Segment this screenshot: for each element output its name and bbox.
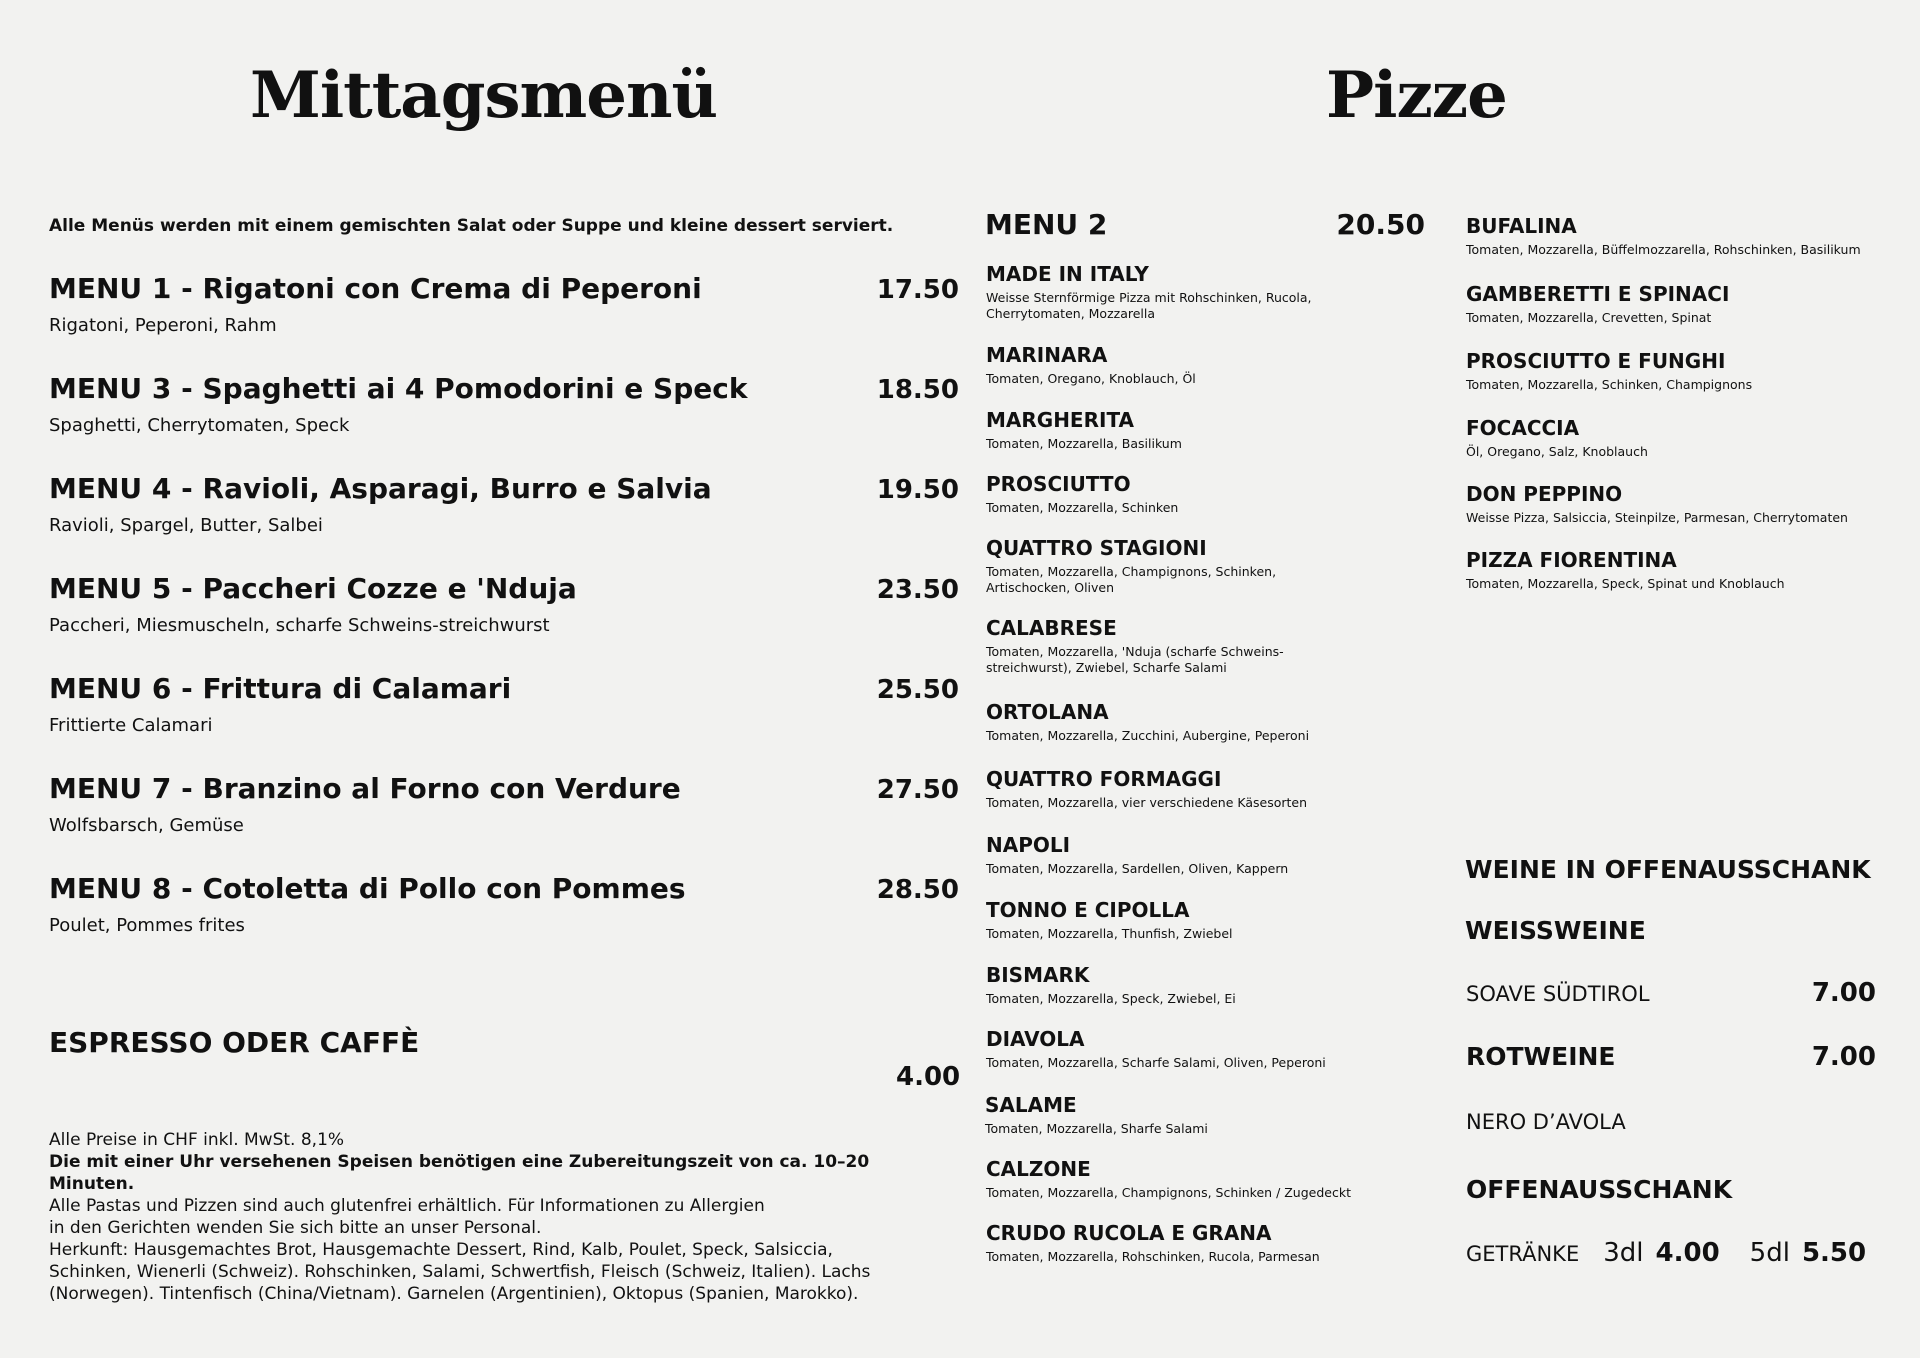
lunch-intro-text: Alle Menüs werden mit einem gemischten Salat oder Suppe und kleine dessert serviert. <box>49 216 894 236</box>
pizza-name: PROSCIUTTO <box>986 472 1131 496</box>
espresso-label: ESPRESSO ODER CAFFÈ <box>49 1026 420 1059</box>
pizza-item <box>986 1027 1366 1071</box>
pizza-name: MARGHERITA <box>986 408 1135 432</box>
drink-price: 5.50 <box>1801 1238 1867 1268</box>
pizza-item <box>986 408 1366 452</box>
pizza-name: CRUDO RUCOLA E GRANA <box>986 1221 1272 1245</box>
menu-name: MENU 4 - Ravioli, Asparagi, Burro e Salvia <box>49 472 712 505</box>
menu-2-header <box>985 208 1425 241</box>
menu-desc: Spaghetti, Cherrytomaten, Speck <box>49 415 350 436</box>
pizza-item <box>986 1157 1366 1201</box>
pizza-name: QUATTRO FORMAGGI <box>986 767 1222 791</box>
pizza-item <box>1466 548 1906 592</box>
lunch-menu-title: Mittagsmenü <box>250 58 718 133</box>
pizza-name: NAPOLI <box>986 833 1071 857</box>
pizza-desc: Tomaten, Mozzarella, 'Nduja (scharfe Schweins-streichwurst), Zwiebel, Scharfe Salami <box>986 644 1284 675</box>
footer-line: Die mit einer Uhr versehenen Speisen benötigen eine Zubereitungszeit von ca. 10–20 Minuten. <box>49 1152 870 1194</box>
pizza-desc: Tomaten, Mozzarella, Crevetten, Spinat <box>1466 310 1712 325</box>
white-wine-heading: WEISSWEINE <box>1465 916 1646 945</box>
pizza-item <box>985 1093 1365 1137</box>
menu-price: 19.50 <box>876 475 959 505</box>
pizza-desc: Tomaten, Mozzarella, Speck, Zwiebel, Ei <box>986 991 1236 1006</box>
espresso-price: 4.00 <box>896 1062 961 1092</box>
pizza-desc: Tomaten, Mozzarella, Thunfish, Zwiebel <box>986 926 1233 941</box>
pizza-item <box>986 262 1326 322</box>
pizza-desc: Tomaten, Mozzarella, Basilikum <box>986 436 1182 451</box>
menu-2-label: MENU 2 <box>985 208 1108 241</box>
pizza-desc: Tomaten, Mozzarella, Schinken <box>986 500 1179 515</box>
pizza-name: PIZZA FIORENTINA <box>1466 548 1677 572</box>
footer-line: (Norwegen). Tintenfisch (China/Vietnam). Garnelen (Argentinien), Oktopus (Spanien, Marokko). <box>49 1284 859 1304</box>
red-wine-row <box>1466 1042 1876 1072</box>
pizza-name: PROSCIUTTO E FUNGHI <box>1466 349 1726 373</box>
menu-price: 27.50 <box>876 775 959 805</box>
menu-desc: Ravioli, Spargel, Butter, Salbei <box>49 515 323 536</box>
pizza-desc: Tomaten, Mozzarella, Speck, Spinat und Knoblauch <box>1466 576 1785 591</box>
pizza-item <box>986 1221 1366 1265</box>
wine-heading: WEINE IN OFFENAUSSCHANK <box>1465 855 1871 884</box>
pizza-name: BUFALINA <box>1466 214 1577 238</box>
pizza-name: MARINARA <box>986 343 1108 367</box>
footer-line: Schinken, Wienerli (Schweiz). Rohschinken, Salami, Schwertfish, Fleisch (Schweiz, Italien). Lachs <box>49 1262 871 1282</box>
menu-item <box>49 572 959 636</box>
footer-notes <box>49 1129 949 1305</box>
pizza-name: SALAME <box>985 1093 1077 1117</box>
pizza-desc: Weisse Sternförmige Pizza mit Rohschinken, Rucola, Cherrytomaten, Mozzarella <box>986 290 1312 321</box>
footer-line: in den Gerichten wenden Sie sich bitte an unser Personal. <box>49 1218 542 1238</box>
red-wine-heading: ROTWEINE <box>1466 1042 1616 1071</box>
pizza-name: CALZONE <box>986 1157 1091 1181</box>
menu-name: MENU 3 - Spaghetti ai 4 Pomodorini e Speck <box>49 372 748 405</box>
pizza-desc: Tomaten, Mozzarella, Sardellen, Oliven, Kappern <box>986 861 1289 876</box>
red-wine-name: NERO D’AVOLA <box>1466 1110 1626 1134</box>
open-wine-heading: OFFENAUSSCHANK <box>1466 1175 1733 1204</box>
pizza-name: ORTOLANA <box>986 700 1109 724</box>
menu-item <box>49 272 959 336</box>
pizza-desc: Tomaten, Mozzarella, vier verschiedene Käsesorten <box>986 795 1308 810</box>
menu-name: MENU 1 - Rigatoni con Crema di Peperoni <box>49 272 702 305</box>
menu-name: MENU 6 - Frittura di Calamari <box>49 672 512 705</box>
pizza-item <box>986 833 1366 877</box>
pizza-desc: Tomaten, Mozzarella, Scharfe Salami, Oliven, Peperoni <box>986 1055 1326 1070</box>
pizza-desc: Tomaten, Mozzarella, Rohschinken, Rucola, Parmesan <box>986 1249 1320 1264</box>
pizza-desc: Tomaten, Mozzarella, Büffelmozzarella, Rohschinken, Basilikum <box>1466 242 1861 257</box>
pizza-item <box>986 472 1366 516</box>
footer-line: Alle Preise in CHF inkl. MwSt. 8,1% <box>49 1130 345 1150</box>
menu-item <box>49 872 959 936</box>
pizza-item <box>986 536 1326 596</box>
menu-item <box>49 672 959 736</box>
pizza-desc: Öl, Oregano, Salz, Knoblauch <box>1466 444 1648 459</box>
menu-item <box>49 372 959 436</box>
white-wine-row <box>1466 978 1876 1008</box>
menu-price: 25.50 <box>876 675 959 705</box>
menu-price: 18.50 <box>876 375 959 405</box>
pizza-item <box>1466 482 1906 526</box>
pizza-desc: Tomaten, Mozzarella, Champignons, Schinken / Zugedeckt <box>986 1185 1351 1200</box>
menu-price: 23.50 <box>876 575 959 605</box>
footer-line: Herkunft: Hausgemachtes Brot, Hausgemachte Dessert, Rind, Kalb, Poulet, Speck, Salsiccia, <box>49 1240 833 1260</box>
drinks-label: GETRÄNKE <box>1466 1242 1580 1266</box>
pizza-name: QUATTRO STAGIONI <box>986 536 1207 560</box>
white-wine-price: 7.00 <box>1811 978 1876 1008</box>
menu-item <box>49 472 959 536</box>
menu-desc: Rigatoni, Peperoni, Rahm <box>49 315 277 336</box>
white-wine-name: SOAVE SÜDTIROL <box>1466 982 1650 1006</box>
pizza-name: DIAVOLA <box>986 1027 1085 1051</box>
drinks-row <box>1466 1238 1866 1268</box>
pizza-item <box>986 616 1326 676</box>
pizza-desc: Tomaten, Mozzarella, Sharfe Salami <box>985 1121 1208 1136</box>
pizza-item <box>986 767 1366 811</box>
pizza-name: FOCACCIA <box>1466 416 1580 440</box>
menu-desc: Paccheri, Miesmuscheln, scharfe Schweins-streichwurst <box>49 615 550 636</box>
pizza-item <box>986 898 1366 942</box>
pizza-item <box>986 343 1366 387</box>
pizza-name: TONNO E CIPOLLA <box>986 898 1190 922</box>
drink-size: 3dl <box>1603 1238 1644 1268</box>
pizza-title: Pizze <box>1326 58 1507 133</box>
pizza-desc: Tomaten, Mozzarella, Schinken, Champignons <box>1466 377 1753 392</box>
pizza-item <box>1466 416 1906 460</box>
pizza-item <box>1466 349 1906 393</box>
pizza-item <box>986 963 1366 1007</box>
pizza-name: MADE IN ITALY <box>986 262 1149 286</box>
pizza-item <box>986 700 1366 744</box>
red-wine-price: 7.00 <box>1811 1042 1876 1072</box>
menu-desc: Frittierte Calamari <box>49 715 213 736</box>
menu-desc: Wolfsbarsch, Gemüse <box>49 815 244 836</box>
pizza-desc: Weisse Pizza, Salsiccia, Steinpilze, Parmesan, Cherrytomaten <box>1466 510 1848 525</box>
menu-desc: Poulet, Pommes frites <box>49 915 245 936</box>
pizza-desc: Tomaten, Mozzarella, Champignons, Schinken, Artischocken, Oliven <box>986 564 1277 595</box>
menu-price: 28.50 <box>876 875 959 905</box>
pizza-desc: Tomaten, Mozzarella, Zucchini, Aubergine, Peperoni <box>986 728 1310 743</box>
menu-price: 17.50 <box>876 275 959 305</box>
pizza-desc: Tomaten, Oregano, Knoblauch, Öl <box>986 371 1196 386</box>
pizza-name: BISMARK <box>986 963 1090 987</box>
drink-price: 4.00 <box>1655 1238 1720 1268</box>
pizza-item <box>1466 214 1906 258</box>
pizza-name: CALABRESE <box>986 616 1117 640</box>
pizza-name: GAMBERETTI E SPINACI <box>1466 282 1730 306</box>
menu-name: MENU 7 - Branzino al Forno con Verdure <box>49 772 681 805</box>
pizza-name: DON PEPPINO <box>1466 482 1623 506</box>
menu-name: MENU 8 - Cotoletta di Pollo con Pommes <box>49 872 686 905</box>
menu-item <box>49 772 959 836</box>
drink-size: 5dl <box>1749 1238 1790 1268</box>
pizza-item <box>1466 282 1906 326</box>
menu-name: MENU 5 - Paccheri Cozze e 'Nduja <box>49 572 577 605</box>
menu-2-price: 20.50 <box>1336 208 1425 241</box>
footer-line: Alle Pastas und Pizzen sind auch glutenfrei erhältlich. Für Informationen zu Allergien <box>49 1196 765 1216</box>
